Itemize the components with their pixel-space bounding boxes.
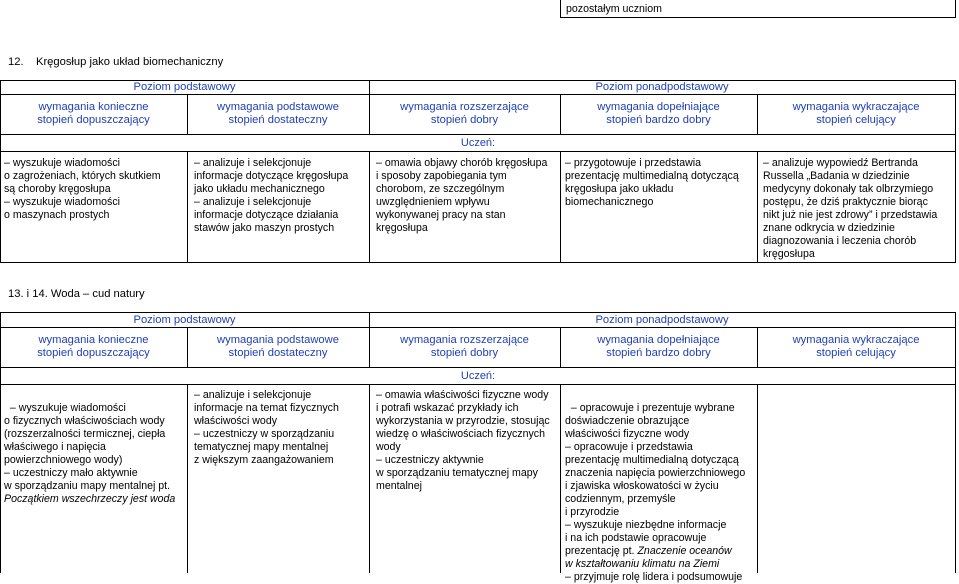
col-header-rozszerzajace: wymagania rozszerzające stopień dobry <box>400 334 529 359</box>
col-header-wykraczajace: wymagania wykraczające stopień celujący <box>792 101 920 126</box>
col-header-podstawowe: wymagania podstawowe stopień dostateczny <box>217 334 339 359</box>
top-row-text: pozostałym uczniom <box>566 3 662 15</box>
col-header-podstawowe: wymagania podstawowe stopień dostateczny <box>217 101 339 126</box>
requirement-cell-podstawowe: – analizuje i selekcjonuje informacje dotyczące kręgosłupa jako układu mechanicznego – analizuje i selekcjonuje informacje dotyczące działania stawów jako maszyn prostych <box>194 157 349 234</box>
section-12-title: 12. Kręgosłup jako układ biomechaniczny <box>8 56 224 68</box>
requirement-cell-podstawowe: – analizuje i selekcjonuje informacje na temat fizycznych właściwości wody – uczestniczy w sporządzaniu tematycznej mapy mentalnej z większym zaangażowaniem <box>194 389 339 466</box>
requirement-cell-dopelniajace: – przygotowuje i przedstawia prezentację multimedialną dotyczącą kręgosłupa jako układu biomechanicznego <box>565 157 739 208</box>
section-13-14-title: 13. i 14. Woda – cud natury <box>8 288 145 300</box>
requirement-cell-konieczne: – wyszukuje wiadomości o fizycznych właściwościach wody (rozszerzalności termicznej, ciepła właściwego i napięcia powierzchniowego wody) – uczestniczy mało aktywnie w sporządzaniu mapy mentalnej pt. Początkiem wszechrzeczy jest woda <box>4 402 176 505</box>
level-basic-header: Poziom podstawowy <box>133 314 236 326</box>
col-header-dopelniajace: wymagania dopełniające stopień bardzo dobry <box>597 334 720 359</box>
italic-title: w kształtowaniu klimatu na Ziemi <box>565 558 720 570</box>
requirement-cell-rozszerzajace: – omawia objawy chorób kręgosłupa i sposoby zapobiegania tym chorobom, ze szczególnym uwzględnieniem wpływu wykonywanej pracy na stan kręgosłupa <box>376 157 548 234</box>
italic-title: Znaczenie oceanów <box>637 545 732 557</box>
level-advanced-header: Poziom ponadpodstawowy <box>595 314 729 326</box>
top-row-divider <box>560 0 561 18</box>
level-advanced-header: Poziom ponadpodstawowy <box>595 81 729 93</box>
requirement-cell-wykraczajace: – analizuje wypowiedź Bertranda Russella „Badania w dziedzinie medycyny dokonały tak olbrzymiego postępu, że dziś praktycznie biorąc nikt już nie jest zdrowy” i przedstawia znane odkrycia w dziedzinie diagnozowania i leczenia chorób kręgosłupa <box>763 157 938 260</box>
requirement-cell-rozszerzajace: – omawia właściwości fizyczne wody i potrafi wskazać przykłady ich wykorzystania w przyrodzie, stosując wiedzę o właściwościach fizycznych wody – uczestniczy aktywnie w sporządzaniu tematycznej mapy mentalnej <box>376 389 550 492</box>
top-row-right-border <box>955 0 956 18</box>
col-header-konieczne: wymagania konieczne stopień dopuszczający <box>37 334 150 359</box>
top-row-bottom-border <box>560 17 956 18</box>
italic-title: Początkiem wszechrzeczy jest woda <box>4 493 176 505</box>
col-header-dopelniajace: wymagania dopełniające stopień bardzo dobry <box>597 101 720 126</box>
col-header-konieczne: wymagania konieczne stopień dopuszczający <box>37 101 150 126</box>
col-header-wykraczajace: wymagania wykraczające stopień celujący <box>792 334 920 359</box>
student-label: Uczeń: <box>460 370 496 382</box>
requirement-cell-dopelniajace: – opracowuje i prezentuje wybrane doświadczenie obrazujące właściwości fizyczne wody – opracowuje i przedstawia prezentację multimedialną dotyczącą znaczenia napięcia powierzchniowego i zjawiska włoskowatości w życiu codziennym, przemyśle i przyrodzie – wyszukuje niezbędne informacje i na ich podstawie opracowuje prezentację pt. Znaczenie oceanów w kształtowaniu klimatu na Ziemi – przyjmuje rolę lidera i podsumowuje <box>565 402 746 583</box>
requirement-cell-konieczne: – wyszukuje wiadomości o zagrożeniach, których skutkiem są choroby kręgosłupa – wyszukuje wiadomości o maszynach prostych <box>4 157 161 221</box>
student-label: Uczeń: <box>460 137 496 149</box>
level-basic-header: Poziom podstawowy <box>133 81 236 93</box>
col-header-rozszerzajace: wymagania rozszerzające stopień dobry <box>400 101 529 126</box>
